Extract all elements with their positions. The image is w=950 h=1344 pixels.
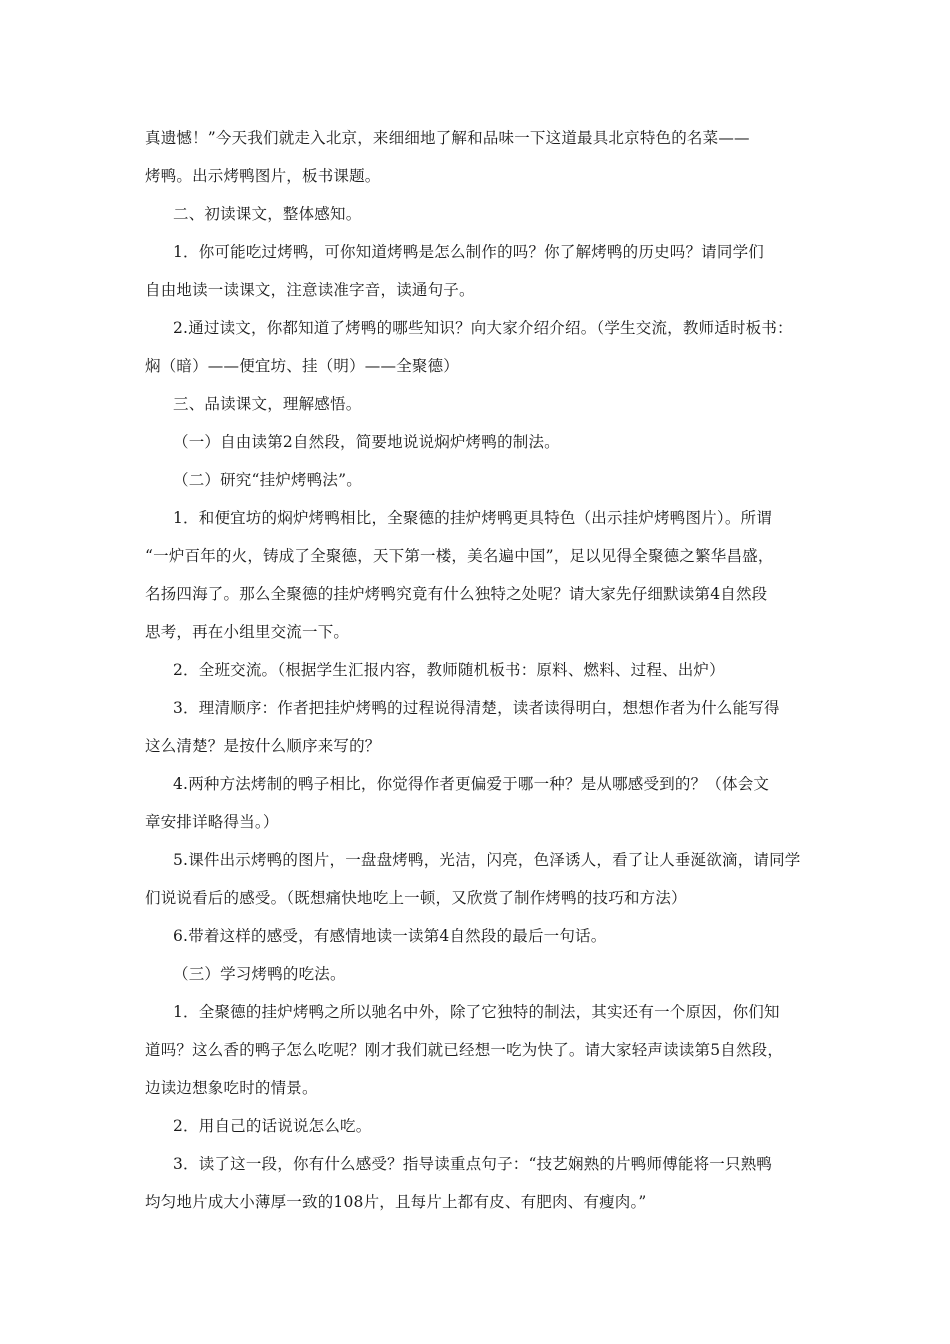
text-line: 边读边想象吃时的情景。: [145, 1079, 318, 1097]
text-line: 5.课件出示烤鸭的图片，一盘盘烤鸭，光洁，闪亮，色泽诱人，看了让人垂涎欲滴，请同学: [173, 851, 801, 869]
text-line: 焖（暗）——便宜坊、挂（明）——全聚德）: [145, 357, 460, 375]
text-line: 1．全聚德的挂炉烤鸭之所以驰名中外，除了它独特的制法，其实还有一个原因，你们知: [173, 1003, 780, 1021]
text-line: 3．理清顺序：作者把挂炉烤鸭的过程说得清楚，读者读得明白，想想作者为什么能写得: [173, 699, 780, 717]
text-line: 们说说看后的感受。（既想痛快地吃上一顿，又欣赏了制作烤鸭的技巧和方法）: [145, 889, 687, 907]
text-line: 自由地读一读课文，注意读准字音，读通句子。: [145, 281, 475, 299]
text-line: 章安排详略得当。）: [145, 813, 279, 831]
text-line: 2．用自己的话说说怎么吃。: [173, 1117, 372, 1135]
text-line: 均匀地片成大小薄厚一致的108片，且每片上都有皮、有肥肉、有瘦肉。”: [145, 1193, 647, 1211]
text-line: 名扬四海了。那么全聚德的挂炉烤鸭究竟有什么独特之处呢？请大家先仔细默读第4自然段: [145, 585, 768, 603]
text-line: 道吗？这么香的鸭子怎么吃呢？刚才我们就已经想一吃为快了。请大家轻声读读第5自然段，: [145, 1041, 784, 1059]
text-line: （一）自由读第2自然段，简要地说说焖炉烤鸭的制法。: [173, 433, 560, 451]
text-line: 1．和便宜坊的焖炉烤鸭相比，全聚德的挂炉烤鸭更具特色（出示挂炉烤鸭图片）。所谓: [173, 509, 772, 527]
text-line: （三）学习烤鸭的吃法。: [173, 965, 346, 983]
text-line: （二）研究“挂炉烤鸭法”。: [173, 471, 362, 489]
section-heading: 二、初读课文，整体感知。: [173, 205, 362, 223]
text-line: 真遗憾！”今天我们就走入北京，来细细地了解和品味一下这道最具北京特色的名菜——: [145, 129, 750, 147]
text-line: 2.通过读文，你都知道了烤鸭的哪些知识？向大家介绍介绍。（学生交流，教师适时板书：: [173, 319, 793, 337]
text-line: 4.两种方法烤制的鸭子相比，你觉得作者更偏爱于哪一种？是从哪感受到的？（体会文: [173, 775, 770, 793]
text-line: “一炉百年的火，铸成了全聚德，天下第一楼，美名遍中国”，足以见得全聚德之繁华昌盛，: [145, 547, 774, 565]
text-line: 思考，再在小组里交流一下。: [145, 623, 350, 641]
section-heading: 三、品读课文，理解感悟。: [173, 395, 362, 413]
text-line: 2．全班交流。（根据学生汇报内容，教师随机板书：原料、燃料、过程、出炉）: [173, 661, 725, 679]
text-line: 1．你可能吃过烤鸭，可你知道烤鸭是怎么制作的吗？你了解烤鸭的历史吗？请同学们: [173, 243, 764, 261]
text-line: 烤鸭。出示烤鸭图片，板书课题。: [145, 167, 381, 185]
text-line: 这么清楚？是按什么顺序来写的？: [145, 737, 381, 755]
text-line: 6.带着这样的感受，有感情地读一读第4自然段的最后一句话。: [173, 927, 607, 945]
text-line: 3．读了这一段，你有什么感受？指导读重点句子：“技艺娴熟的片鸭师傅能将一只熟鸭: [173, 1155, 773, 1173]
